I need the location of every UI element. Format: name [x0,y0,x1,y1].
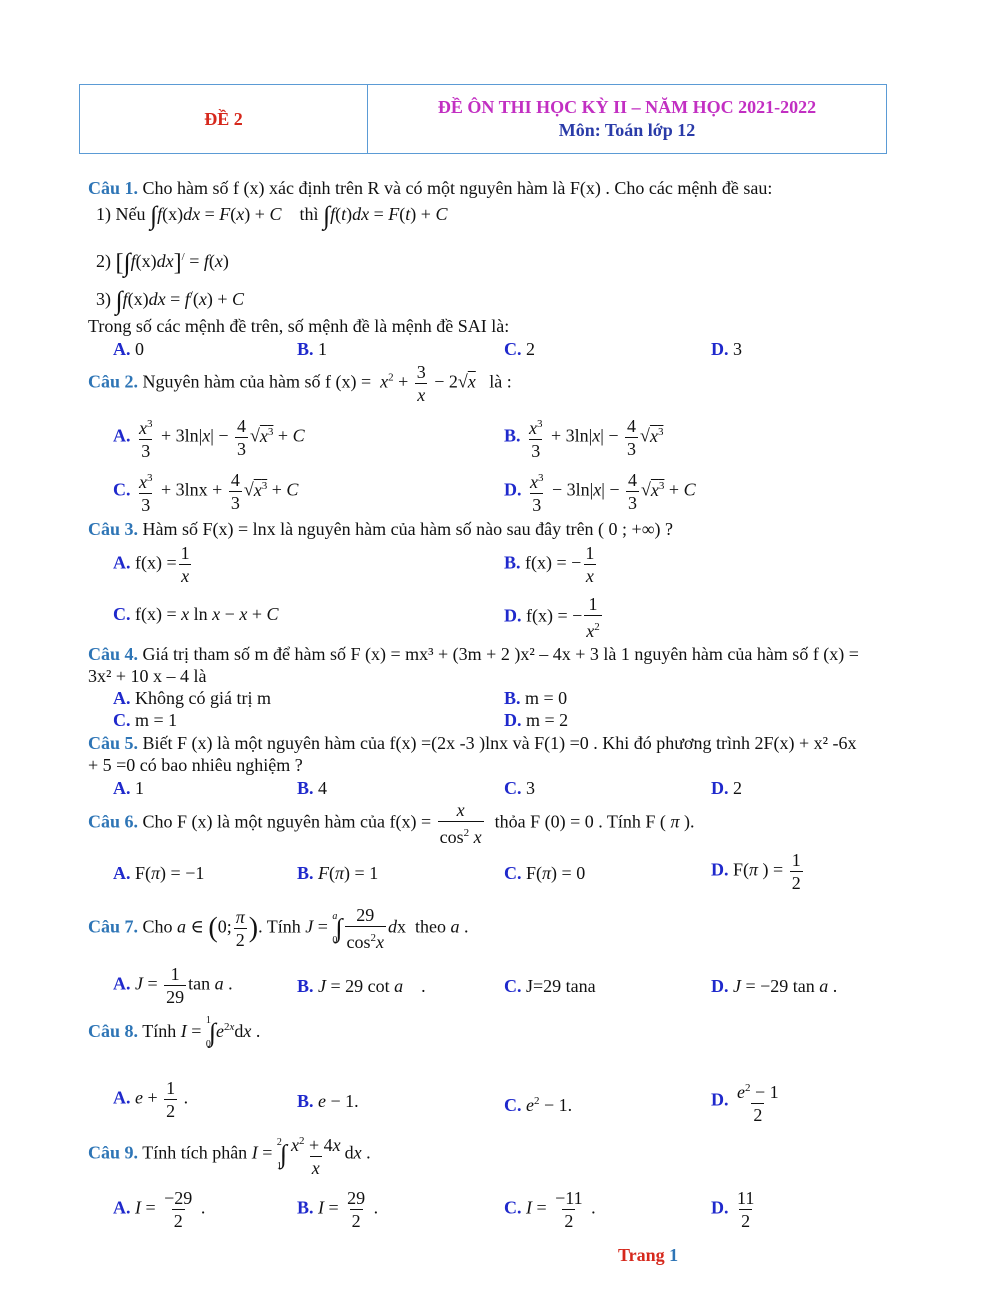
q7-stem: Câu 7. Cho a ∈ (0; $\frac{\pi}{2}$ ). Tính J = a 0 ∫ $\frac{29}{\cos^2x}$ dx theo a . [88,905,469,952]
q1-ask: Trong số các mệnh đề trên, số mệnh đề là mệnh đề SAI là: [88,316,510,336]
q2-text: Nguyên hàm của hàm số f (x) = [142,371,372,392]
q8-text: Tính [142,1021,177,1042]
q3-stem [88,518,673,540]
q5-stem-cont: + 5 =0 có bao nhiêu nghiệm ? [88,755,303,775]
q4-option-d[interactable]: D. m = 2 [504,710,569,730]
exam-code: ĐỀ 2 [80,85,368,153]
exam-title: ĐỀ ÔN THI HỌC KỲ II – NĂM HỌC 2021-2022 [437,97,817,117]
q1-option-c[interactable]: C. 2 [504,339,535,359]
q4-option-b[interactable]: B. m = 0 [504,688,568,708]
q6-option-d[interactable]: D. F(π ) = $\frac{1}{2}$ [711,850,801,893]
q3-option-b[interactable]: B. f(x) = − $\frac{1}{x}$ [504,543,595,586]
page-footer [618,1245,678,1266]
q3-option-a[interactable]: A. f(x) = $\frac{1}{x}$ [113,543,190,586]
q4-label: Câu 4. [88,644,139,664]
q2-option-a[interactable]: A. $\frac{x^3}{3}$ + 3ln|x| − $\frac{4}{3}$ $√x^3 + C$ [113,416,305,461]
page-number: 1 [669,1245,679,1265]
q1-text: Cho hàm số f (x) xác định trên R và có một nguyên hàm là F(x) . Cho các mệnh đề sau: [142,178,773,198]
q2-label: Câu 2. [88,371,139,392]
header-box [79,84,887,154]
q6-option-c[interactable]: C. F(π) = 0 [504,863,586,883]
q7-label: Câu 7. [88,916,139,937]
q2-tail: là : [489,371,512,392]
q9-stem: Câu 9. Tính tích phân I = 2 1 ∫ $\frac{x^2 + 4x}{x}$ dx . [88,1135,371,1178]
q6-tail: thỏa F (0) = 0 . Tính F ( [494,811,666,832]
q1-option-a[interactable]: A. 0 [113,339,144,359]
s3-prefix: 3) [96,289,111,309]
q6-option-b[interactable]: B. F(π) = 1 [297,863,379,883]
q9-option-d[interactable]: D. $\frac{11}{2}$ [711,1188,755,1231]
q5-option-c[interactable]: C. 3 [504,778,535,798]
q7-option-c[interactable]: C. J=29 tana [504,976,596,996]
q3-text: Hàm số F(x) = lnx là nguyên hàm của hàm số nào sau đây trên ( 0 ; +∞) ? [142,519,674,539]
q7-option-d[interactable]: D. J = −29 tan a . [711,976,838,996]
q7-tail: theo [415,916,447,937]
exam-subject: Môn: Toán lớp 12 [558,120,696,140]
q4-text: Giá trị tham số m để hàm số F (x) = mx³ + (3m + 2 )x² – 4x + 3 là 1 nguyên hàm của hàm số f (x) = [142,644,859,664]
q5-option-a[interactable]: A. 1 [113,778,144,798]
q7-text: Cho [142,916,173,937]
q2-option-c[interactable]: C. $\frac{x^3}{3}$ + 3lnx + $\frac{4}{3}$ $√x^3 + C$ [113,470,299,515]
q1-statement-3: 3) ∫f(x)dx = f/(x) + C [96,285,245,315]
q5-option-b[interactable]: B. 4 [297,778,328,798]
q4-stem [88,643,859,665]
q8-stem: Câu 8. Tính I = 1 0 $\int e^{2x}dx$ . [88,1015,261,1050]
q1-statement-2: 2) [∫f(x)dx]/ = f(x) [96,247,229,277]
q1-stem [88,177,772,199]
q9-text: Tính tích phân [142,1142,248,1163]
q9-option-c[interactable]: C. I = $\frac{-11}{2}$ . [504,1188,596,1231]
q9-option-a[interactable]: A. I = $\frac{-29}{2}$ . [113,1188,206,1231]
q4-option-a[interactable]: A. Không có giá trị m [113,688,271,708]
q6-option-a[interactable]: A. F(π) = −1 [113,863,205,883]
q2-stem: Câu 2. Nguyên hàm của hàm số f $(x) = x^2$ + $\frac{3}{x}$ − 2√x là : [88,362,512,405]
q7-option-b[interactable]: B. J = 29 cot a . [297,976,426,996]
q6-label: Câu 6. [88,811,139,832]
q9-option-b[interactable]: B. I = $\frac{29}{2}$ . [297,1188,379,1231]
q1-option-d[interactable]: D. 3 [711,339,742,359]
q8-option-d[interactable]: D. $\frac{e^2 - 1}{2}$ [711,1082,779,1125]
q3-option-c[interactable]: C. f(x) = x ln x − x + C [113,604,279,624]
q1-label: Câu 1. [88,178,139,198]
footer-label: Trang [618,1245,665,1265]
q6-stem: Câu 6. Cho F (x) là một nguyên hàm của f(x) = $\frac{x}{\cos^2 x}$ thỏa F (0) = 0 . Tính F ( π ). [88,800,695,847]
q5-label: Câu 5. [88,733,139,753]
q3-option-d[interactable]: D. f(x) = − $\frac{1}{x^2}$ [504,594,600,641]
q2-option-d[interactable]: D. $\frac{x^3}{3}$ − 3ln|x| − $\frac{4}{3}$ $√x^3 + C$ [504,470,696,515]
q4-stem-cont: 3x² + 10 x – 4 là [88,666,207,686]
q5-stem [88,732,857,754]
q4-option-c[interactable]: C. m = 1 [113,710,178,730]
q8-label: Câu 8. [88,1021,139,1042]
q7-option-a[interactable]: A. J = $\frac{1}{29}$ tan a . [113,964,233,1007]
q8-option-a[interactable]: A. e + $\frac{1}{2}$ . [113,1078,189,1121]
q6-close: ). [683,811,695,832]
q1-option-b[interactable]: B. 1 [297,339,328,359]
q3-label: Câu 3. [88,519,139,539]
q2-option-b[interactable]: B. $\frac{x^3}{3}$ + 3ln|x| − $\frac{4}{3}$ $√x^3$ [504,416,664,461]
header-titles [368,85,886,153]
s2-prefix: 2) [96,251,111,271]
s1-then: thì [299,204,319,224]
q9-label: Câu 9. [88,1142,139,1163]
s1-prefix: 1) Nếu [96,204,146,224]
q7-mid: . Tính [258,916,301,937]
q6-text: Cho F (x) là một nguyên hàm của f(x) = [142,811,432,832]
q8-option-b[interactable]: B. e − 1. [297,1091,359,1111]
q8-option-c[interactable]: C. $e^2 - 1$. [504,1095,573,1115]
q5-text: Biết F (x) là một nguyên hàm của f(x) =(2x -3 )lnx và F(1) =0 . Khi đó phương trình 2F(x) + x² -6x [142,733,857,753]
q5-option-d[interactable]: D. 2 [711,778,742,798]
q1-statement-1: 1) Nếu ∫f(x)dx = F(x) + C thì ∫f(t)dx = F(t) + C [96,200,448,230]
